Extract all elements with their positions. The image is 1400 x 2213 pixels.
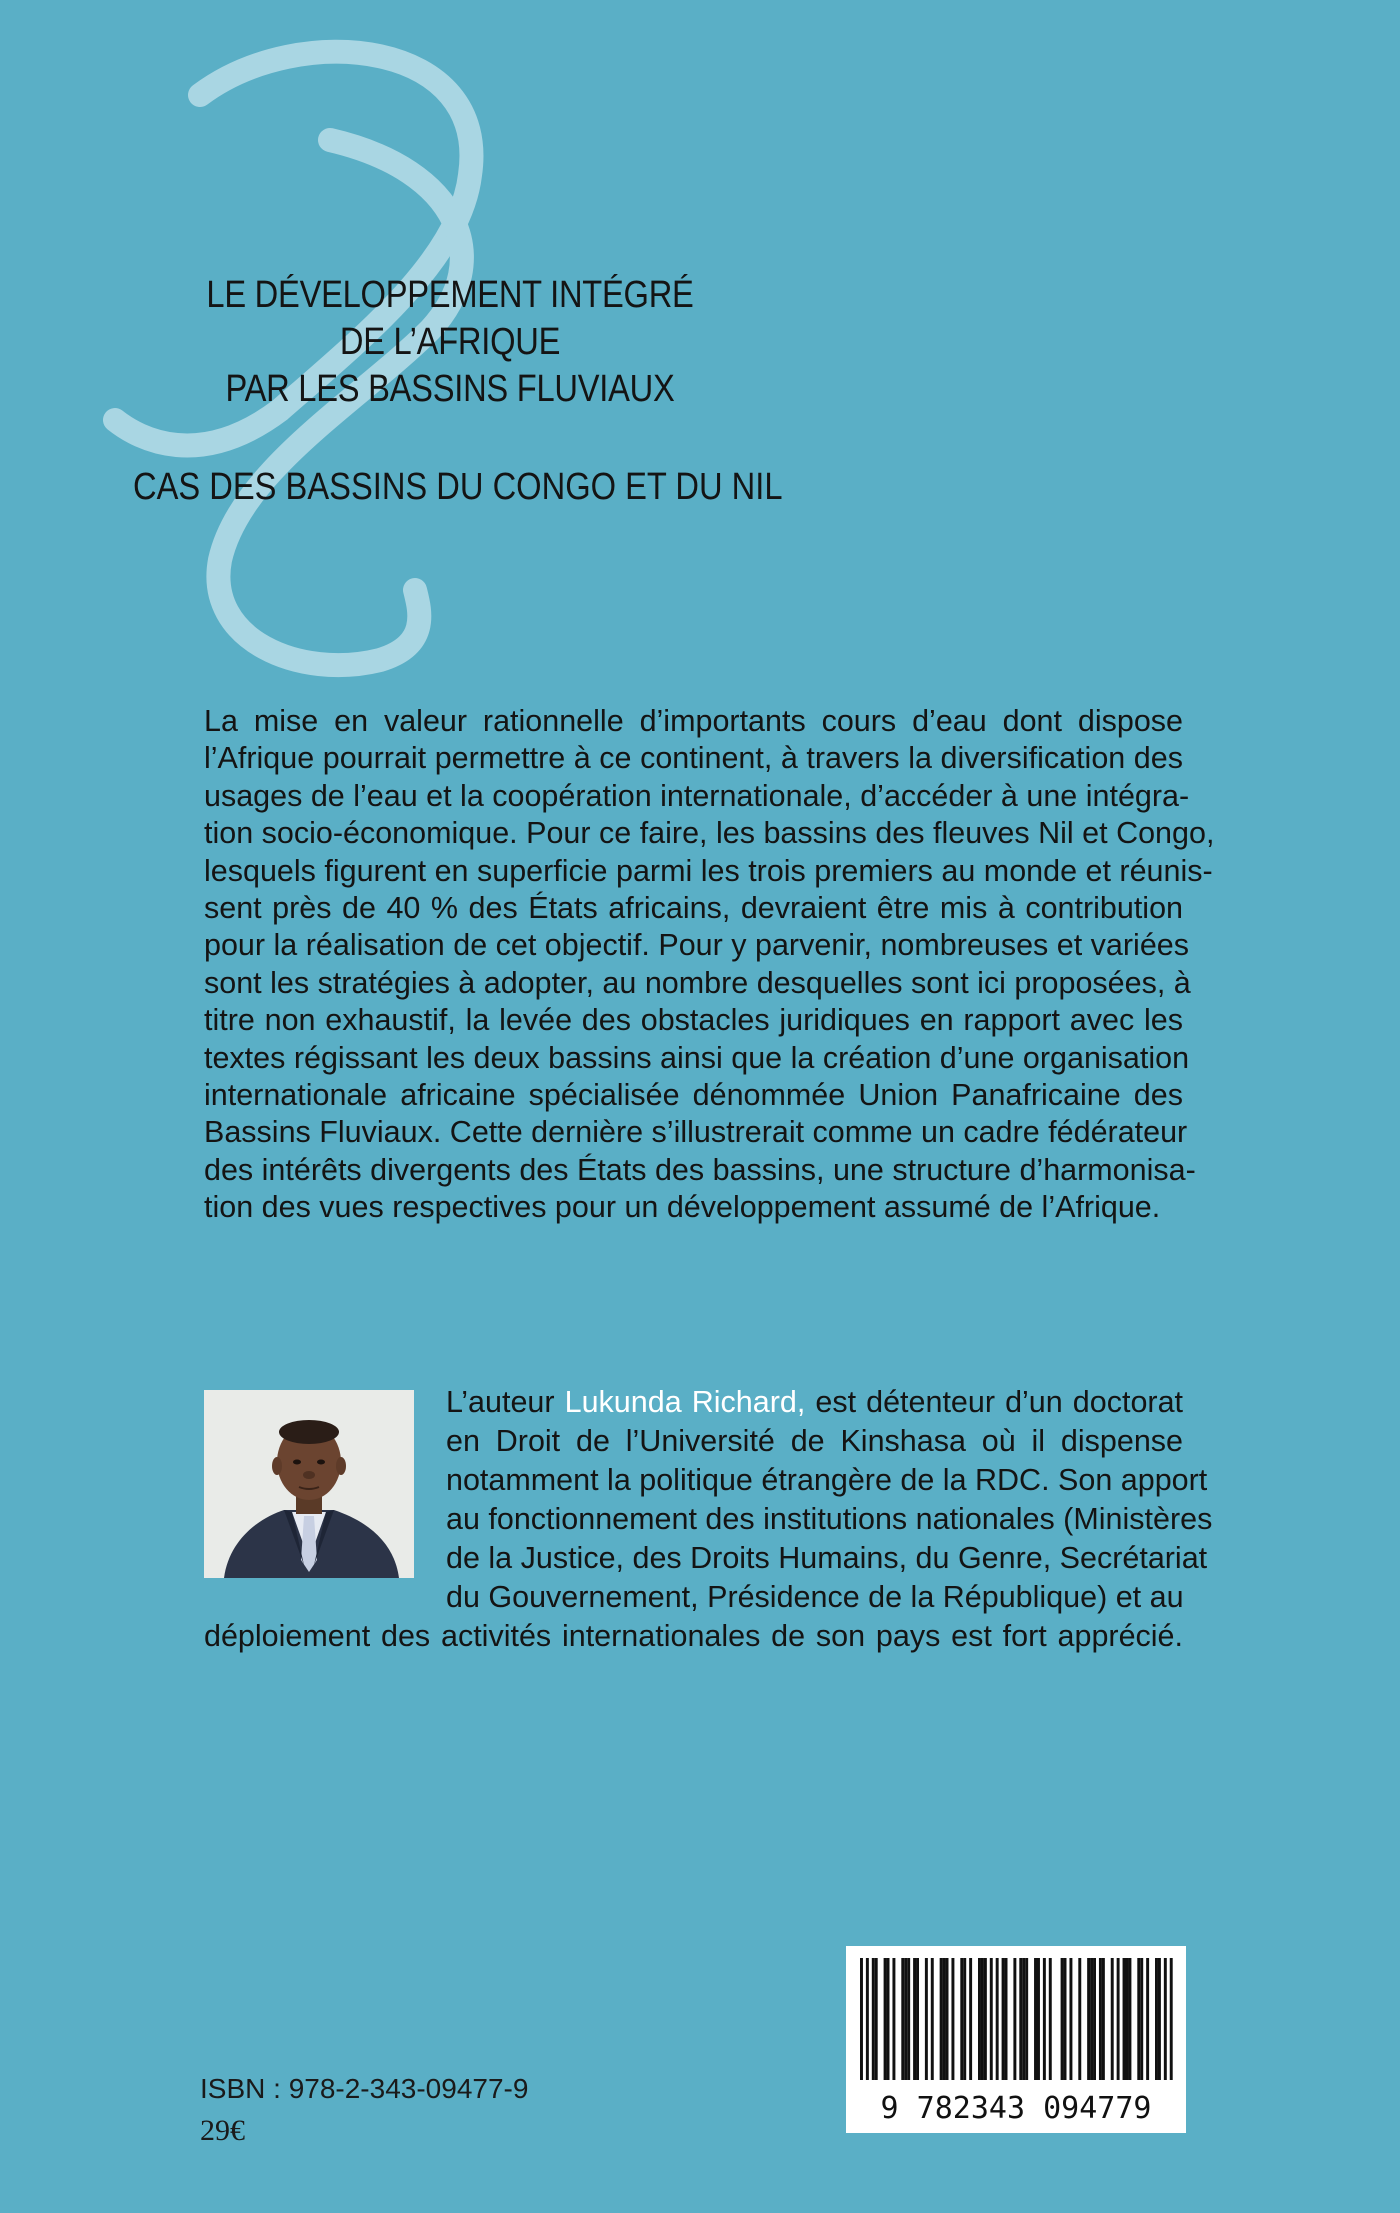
- barcode-bar: [872, 1958, 875, 2080]
- barcode-bars: [846, 1946, 1186, 2133]
- barcode-bar: [1123, 1958, 1126, 2080]
- barcode-bar: [981, 1958, 984, 2080]
- barcode-bar: [1117, 1958, 1120, 2080]
- barcode-bar: [960, 1958, 963, 2080]
- barcode-bar: [990, 1958, 993, 2080]
- barcode-bar: [904, 1958, 907, 2080]
- summary-line: des intérêts divergents des États des bassins, une structure d’harmonisa-: [204, 1152, 1196, 1187]
- bio-line: de la Justice, des Droits Humains, du Genre, Secrétariat: [446, 1541, 1208, 1575]
- barcode-bar: [1019, 1958, 1022, 2080]
- book-subtitle: CAS DES BASSINS DU CONGO ET DU NIL: [133, 466, 783, 508]
- barcode: [846, 1946, 1186, 2133]
- barcode-bar: [913, 1958, 916, 2080]
- barcode-bar: [1158, 1958, 1161, 2080]
- barcode-bar: [1126, 1958, 1129, 2080]
- barcode-bar: [1090, 1958, 1093, 2080]
- bio-line: en Droit de l’Université de Kinshasa où il dispense: [446, 1424, 1183, 1458]
- barcode-bar: [978, 1958, 981, 2080]
- barcode-bar: [925, 1958, 928, 2080]
- title-line-2: DE L’AFRIQUE: [339, 321, 561, 363]
- barcode-bar: [1137, 1958, 1140, 2080]
- barcode-bar: [1111, 1958, 1114, 2080]
- barcode-bar: [931, 1958, 934, 2080]
- barcode-bar: [1049, 1958, 1052, 2080]
- barcode-bar: [984, 1958, 987, 2080]
- barcode-bar: [1170, 1958, 1173, 2080]
- summary-line: pour la réalisation de cet objectif. Pour y parvenir, nombreuses et variées: [204, 928, 1189, 963]
- bio-line: du Gouvernement, Présidence de la République) et au: [446, 1580, 1184, 1614]
- book-summary: [204, 703, 1215, 1227]
- barcode-bar: [1013, 1958, 1016, 2080]
- summary-line: La mise en valeur rationnelle d’importants cours d’eau dont dispose: [204, 704, 1183, 738]
- barcode-bar: [860, 1958, 863, 2080]
- bio-line1-suffix: est détenteur d’un doctorat: [815, 1385, 1184, 1419]
- barcode-bar: [1128, 1958, 1131, 2080]
- barcode-bar: [1061, 1958, 1064, 2080]
- barcode-bar: [1099, 1958, 1102, 2080]
- summary-line: tion des vues respectives pour un développement assumé de l’Afrique.: [204, 1190, 1161, 1225]
- summary-line: textes régissant les deux bassins ainsi que la création d’une organisation: [204, 1040, 1190, 1075]
- author-name: Lukunda Richard,: [564, 1385, 806, 1419]
- barcode-bar: [996, 1958, 999, 2080]
- summary-line: Bassins Fluviaux. Cette dernière s’illustrerait comme un cadre fédérateur: [204, 1115, 1188, 1150]
- barcode-bar: [887, 1958, 890, 2080]
- barcode-bar: [1102, 1958, 1105, 2080]
- barcode-bar: [969, 1958, 972, 2080]
- barcode-bar: [951, 1958, 954, 2080]
- barcode-bar: [1043, 1958, 1046, 2080]
- barcode-bar: [1022, 1958, 1025, 2080]
- barcode-bar: [940, 1958, 943, 2080]
- bio-line: au fonctionnement des institutions nationales (Ministères: [446, 1502, 1213, 1536]
- barcode-bar: [1037, 1958, 1040, 2080]
- barcode-digits: 9 782343 094779: [880, 2091, 1152, 2126]
- barcode-bar: [1002, 1958, 1005, 2080]
- barcode-bar: [907, 1958, 910, 2080]
- isbn-number: ISBN : 978-2-343-09477-9: [200, 2073, 529, 2104]
- summary-line: titre non exhaustif, la levée des obstacles juridiques en rapport avec les: [204, 1003, 1183, 1038]
- title-line-3: PAR LES BASSINS FLUVIAUX: [225, 368, 675, 410]
- barcode-bar: [1078, 1958, 1081, 2080]
- barcode-bar: [963, 1958, 966, 2080]
- barcode-bar: [1164, 1958, 1167, 2080]
- bio-line-first: [204, 1383, 1183, 1422]
- barcode-bar: [946, 1958, 949, 2080]
- barcode-bar: [1025, 1958, 1028, 2080]
- barcode-bar: [884, 1958, 887, 2080]
- title-line-1: LE DÉVELOPPEMENT INTÉGRÉ: [206, 274, 694, 316]
- price: 29€: [200, 2114, 245, 2147]
- barcode-bar: [866, 1958, 869, 2080]
- summary-line: internationale africaine spécialisée dénommée Union Panafricaine des: [204, 1078, 1183, 1113]
- bio-line: notamment la politique étrangère de la RDC. Son apport: [446, 1463, 1208, 1497]
- barcode-bar: [1140, 1958, 1143, 2080]
- barcode-bar: [1155, 1958, 1158, 2080]
- barcode-bar: [1087, 1958, 1090, 2080]
- barcode-bar: [875, 1958, 878, 2080]
- barcode-bar: [1064, 1958, 1067, 2080]
- barcode-bar: [1146, 1958, 1149, 2080]
- bio-line-last: déploiement des activités internationales de son pays est fort apprécié.: [204, 1619, 1183, 1653]
- barcode-bar: [943, 1958, 946, 2080]
- barcode-bar: [1069, 1958, 1072, 2080]
- author-bio: [204, 1383, 1213, 1656]
- summary-line: sont les stratégies à adopter, au nombre desquelles sont ici proposées, à: [204, 965, 1191, 1000]
- summary-line: usages de l’eau et la coopération internationale, d’accéder à une intégra-: [204, 778, 1190, 813]
- barcode-bar: [892, 1958, 895, 2080]
- barcode-bar: [916, 1958, 919, 2080]
- summary-line: l’Afrique pourrait permettre à ce continent, à travers la diversification des: [204, 741, 1183, 776]
- summary-line: lesquels figurent en superficie parmi les trois premiers au monde et réunis-: [204, 853, 1213, 888]
- summary-line: tion socio-économique. Pour ce faire, les bassins des fleuves Nil et Congo,: [204, 816, 1215, 851]
- barcode-bar: [1093, 1958, 1096, 2080]
- barcode-bar: [1034, 1958, 1037, 2080]
- book-title: [150, 272, 750, 413]
- barcode-bar: [901, 1958, 904, 2080]
- summary-line: sent près de 40 % des États africains, devraient être mis à contribution: [204, 891, 1183, 926]
- barcode-bar: [1005, 1958, 1008, 2080]
- bio-prefix: L’auteur: [446, 1385, 555, 1419]
